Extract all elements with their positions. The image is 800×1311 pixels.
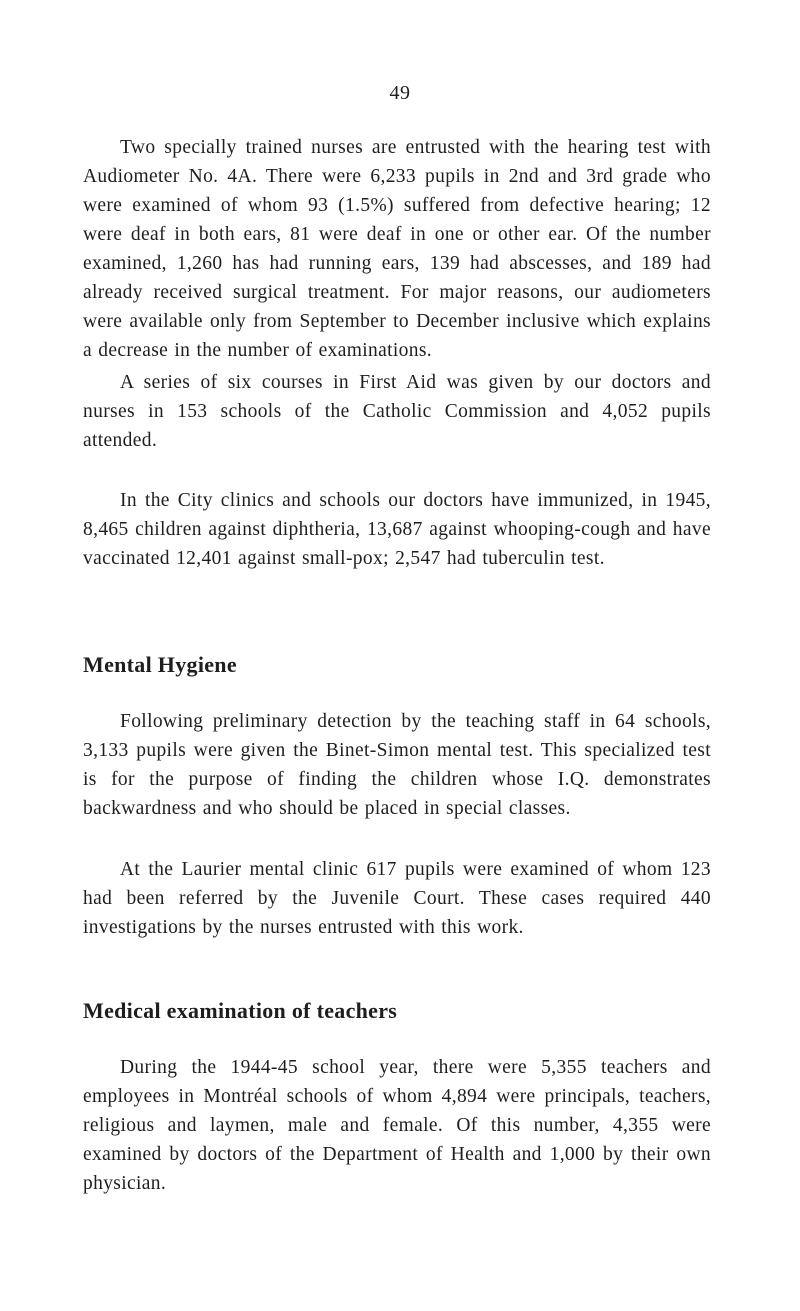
paragraph-binet-simon: Following preliminary detection by the teaching staff in 64 schools, 3,133 pupils were given the Binet-Simon mental test. This specialized test is for the purpose of finding the children whose I.Q. demonstrates backwardness and who should be placed in special classes.: [83, 711, 711, 819]
heading-medical-examination: Medical examination of teachers: [83, 998, 398, 1023]
paragraph-teachers-examination: During the 1944-45 school year, there were 5,355 teachers and employees in Montréal schools of whom 4,894 were principals, teachers, religious and laymen, male and female. Of this number, 4,355 were examined by doctors of the Department of Health and 1,000 by their own physician.: [83, 1057, 711, 1194]
heading-mental-hygiene: Mental Hygiene: [83, 652, 237, 677]
page-number: 49: [389, 82, 411, 104]
paragraph-hearing-test: Two specially trained nurses are entrusted with the hearing test with Audiometer No. 4A. There were 6,233 pupils in 2nd and 3rd grade who were examined of whom 93 (1.5%) suffered from defective hearing; 12 were deaf in both ears, 81 were deaf in one or other ear. Of the number examined, 1,260 has had running ears, 139 had abscesses, and 189 had already received surgical treatment. For major reasons, our audiometers were available only from September to December inclusive which explains a decrease in the number of examinations.: [83, 137, 711, 361]
paragraph-immunization: In the City clinics and schools our doctors have immunized, in 1945, 8,465 children against diphtheria, 13,687 against whooping-cough and have vaccinated 12,401 against small-pox; 2,547 had tuberculin test.: [83, 490, 711, 569]
paragraph-laurier-clinic: At the Laurier mental clinic 617 pupils were examined of whom 123 had been referred by the Juvenile Court. These cases required 440 investigations by the nurses entrusted with this work.: [83, 859, 711, 938]
paragraph-first-aid: A series of six courses in First Aid was given by our doctors and nurses in 153 schools of the Catholic Commission and 4,052 pupils attended.: [83, 372, 711, 451]
